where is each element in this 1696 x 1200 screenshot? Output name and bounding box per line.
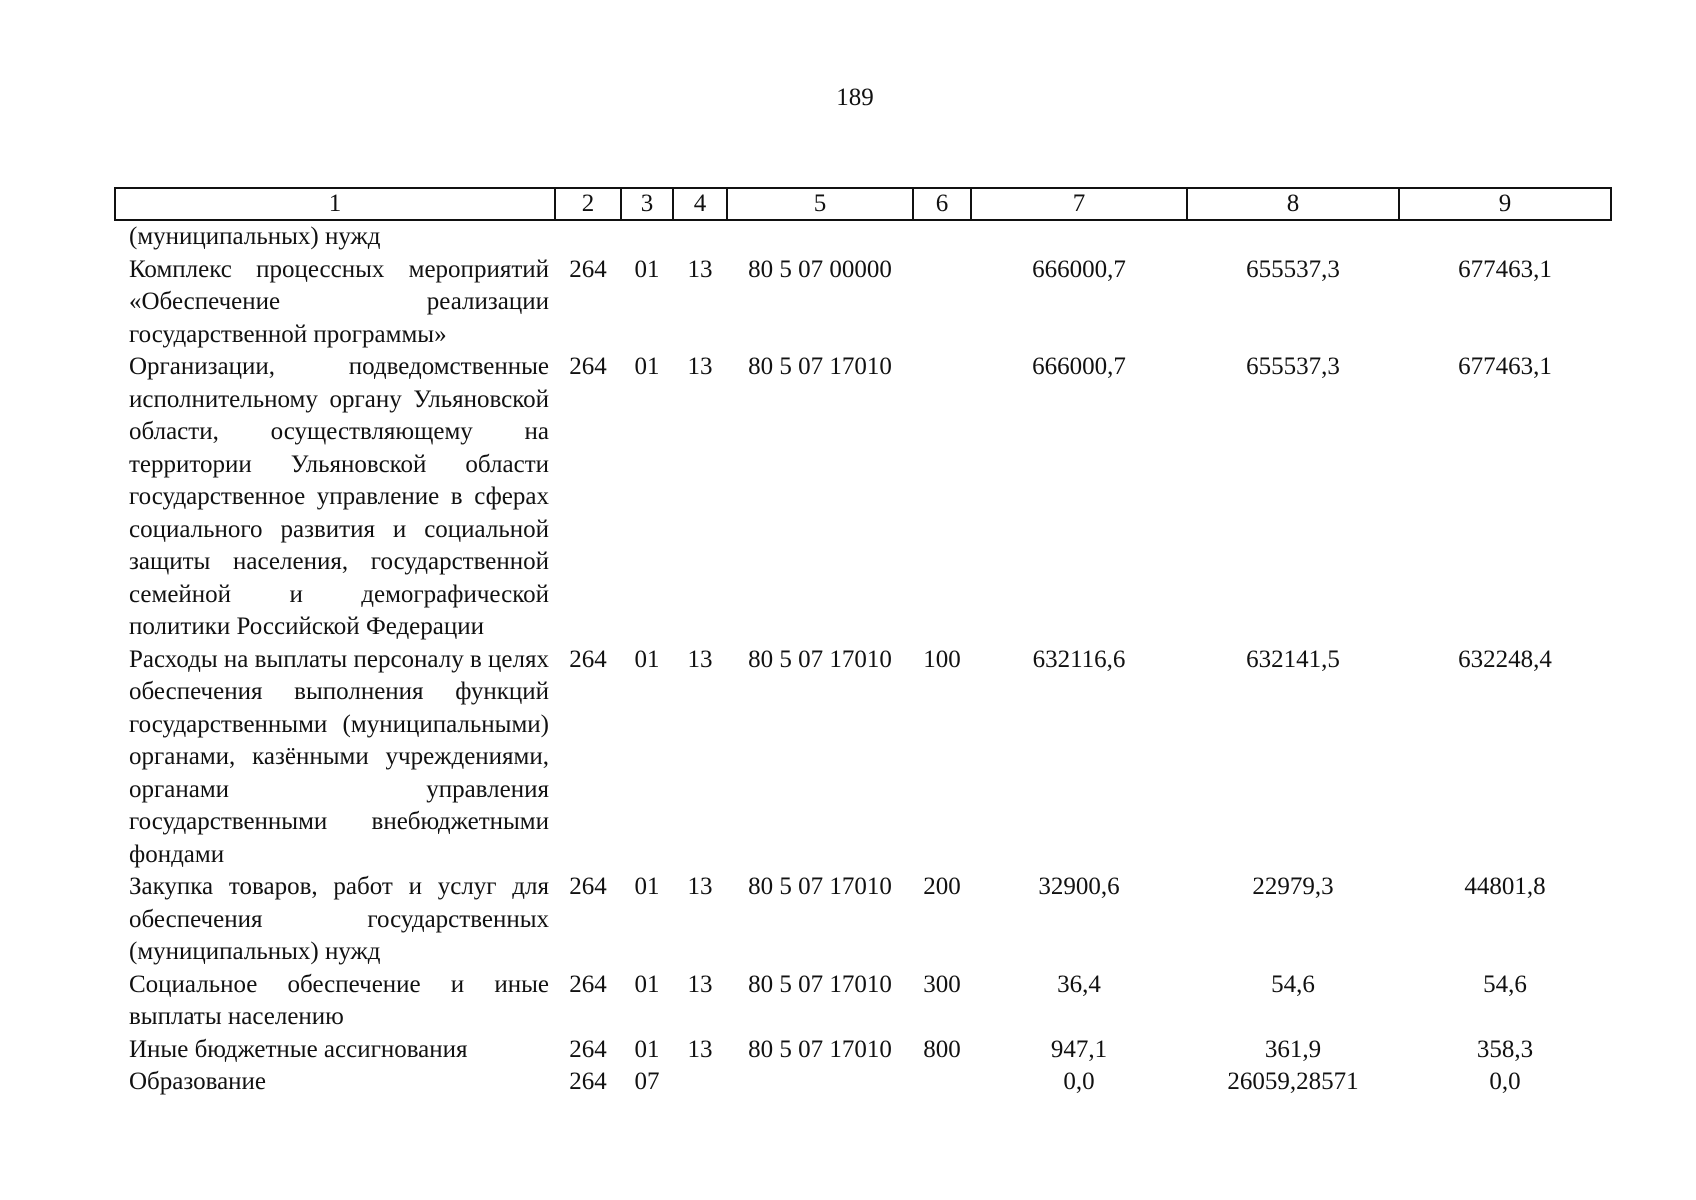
- subsection-2-code: [673, 1066, 727, 1099]
- column-header-7: 7: [971, 188, 1187, 220]
- expense-type-code: [913, 254, 971, 352]
- subsection-code: 01: [634, 970, 660, 998]
- amount-col-7: 0,0: [1063, 1068, 1095, 1095]
- subsection-2-code: 13: [687, 1035, 713, 1063]
- section-code: 264: [569, 353, 607, 380]
- target-article-code: 80 5 07 17010: [748, 353, 892, 380]
- page-number: 189: [836, 84, 874, 111]
- section-code: 264: [569, 1035, 607, 1063]
- table-row: [115, 644, 1611, 872]
- amount-col-7: [971, 220, 1187, 254]
- expense-type-code: 100: [923, 645, 961, 673]
- row-description: Организации, подведомственные исполнительному органу Ульяновской области, осуществляющему на территории Ульяновской области государственное управление в сферах социального развития и социальной защиты населения, государственной семейной и демографической политики Российской Федерации: [129, 353, 549, 640]
- amount-col-8: 361,9: [1264, 1035, 1322, 1063]
- section-code: 264: [569, 1068, 607, 1095]
- expense-type-code: 200: [923, 873, 961, 900]
- target-article-code: 80 5 07 17010: [748, 970, 892, 998]
- budget-table: [114, 187, 1612, 1099]
- subsection-code: 07: [634, 1068, 660, 1095]
- table-row: [115, 254, 1611, 352]
- table-row: [115, 1066, 1611, 1099]
- section-code: [555, 220, 621, 254]
- row-description: Образование: [129, 1068, 267, 1095]
- column-header-6: 6: [913, 188, 971, 220]
- table-row: [115, 220, 1611, 254]
- subsection-code: 01: [634, 1035, 660, 1063]
- amount-col-7: 666000,7: [1032, 353, 1126, 380]
- subsection-2-code: 13: [687, 255, 713, 283]
- amount-col-7: 632116,6: [1032, 645, 1126, 673]
- target-article-code: 80 5 07 17010: [748, 873, 892, 900]
- row-description: Иные бюджетные ассигнования: [129, 1035, 468, 1063]
- column-header-1: 1: [115, 188, 555, 220]
- table-row: [115, 351, 1611, 644]
- amount-col-8: 22979,3: [1252, 873, 1334, 900]
- amount-col-7: 947,1: [1050, 1035, 1108, 1063]
- column-header-4: 4: [673, 188, 727, 220]
- section-code: 264: [569, 970, 607, 998]
- amount-col-9: 677463,1: [1458, 255, 1552, 283]
- amount-col-9: 677463,1: [1458, 353, 1552, 380]
- amount-col-8: [1187, 220, 1399, 254]
- amount-col-9: 0,0: [1489, 1068, 1521, 1095]
- amount-col-7: 32900,6: [1038, 873, 1120, 900]
- row-description: Социальное обеспечение и иные выплаты населению: [129, 970, 549, 1030]
- section-code: 264: [569, 873, 607, 900]
- amount-col-9: [1399, 220, 1611, 254]
- section-code: 264: [569, 255, 607, 283]
- column-header-5: 5: [727, 188, 913, 220]
- column-header-9: 9: [1399, 188, 1611, 220]
- amount-col-8: 26059,28571: [1227, 1068, 1359, 1095]
- row-description: Расходы на выплаты персоналу в целях обеспечения выполнения функций государственными (муниципальными) органами, казёнными учреждениями, органами управления государственными внебюджетными фондами: [129, 645, 549, 868]
- amount-col-9: 44801,8: [1464, 873, 1546, 900]
- amount-col-8: 655537,3: [1246, 353, 1340, 380]
- amount-col-7: 666000,7: [1032, 255, 1126, 283]
- table-body: [115, 220, 1611, 1099]
- expense-type-code: 300: [923, 970, 961, 998]
- subsection-code: 01: [634, 255, 660, 283]
- amount-col-9: 54,6: [1483, 970, 1527, 998]
- subsection-2-code: [673, 220, 727, 254]
- row-description: Закупка товаров, работ и услуг для обеспечения государственных (муниципальных) нужд: [129, 873, 549, 965]
- target-article-code: 80 5 07 17010: [748, 1035, 892, 1063]
- target-article-code: [727, 220, 913, 254]
- expense-type-code: [913, 351, 971, 644]
- amount-col-9: 358,3: [1476, 1035, 1534, 1063]
- subsection-code: 01: [634, 353, 660, 380]
- expense-type-code: [913, 1066, 971, 1099]
- subsection-code: 01: [634, 645, 660, 673]
- expense-type-code: [913, 220, 971, 254]
- column-header-8: 8: [1187, 188, 1399, 220]
- row-description: Комплекс процессных мероприятий «Обеспечение реализации государственной программы»: [129, 255, 549, 348]
- column-header-3: 3: [621, 188, 673, 220]
- amount-col-8: 632141,5: [1246, 645, 1340, 673]
- subsection-2-code: 13: [687, 353, 713, 380]
- target-article-code: 80 5 07 17010: [748, 645, 892, 673]
- expense-type-code: 800: [923, 1035, 961, 1063]
- table-row: [115, 1034, 1611, 1067]
- amount-col-8: 54,6: [1271, 970, 1315, 998]
- column-header-2: 2: [555, 188, 621, 220]
- subsection-code: [621, 220, 673, 254]
- section-code: 264: [569, 645, 607, 673]
- header-row: [115, 188, 1611, 220]
- amount-col-9: 632248,4: [1458, 645, 1552, 673]
- table-row: [115, 871, 1611, 969]
- subsection-2-code: 13: [687, 873, 713, 900]
- row-description: (муниципальных) нужд: [129, 223, 381, 250]
- amount-col-8: 655537,3: [1246, 255, 1340, 283]
- target-article-code: [727, 1066, 913, 1099]
- subsection-2-code: 13: [687, 645, 713, 673]
- target-article-code: 80 5 07 00000: [748, 255, 892, 283]
- subsection-code: 01: [634, 873, 660, 900]
- subsection-2-code: 13: [687, 970, 713, 998]
- table-row: [115, 969, 1611, 1034]
- amount-col-7: 36,4: [1057, 970, 1101, 998]
